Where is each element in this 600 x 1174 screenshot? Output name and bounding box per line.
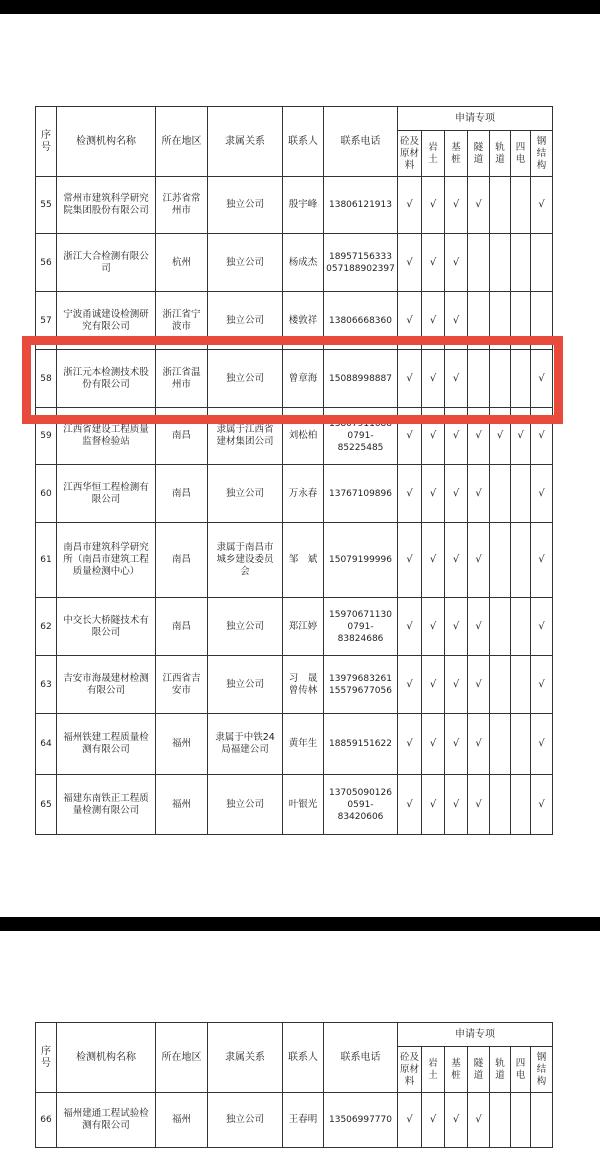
header-affiliation: 隶属关系 <box>208 1023 283 1093</box>
header-cat: 四 电 <box>511 131 531 177</box>
row-org: 福建东南铁正工程质 量检测有限公司 <box>57 775 156 835</box>
row-check-mark: √ <box>422 1093 445 1148</box>
row-phone: 18859151622 <box>324 714 398 775</box>
row-seq: 59 <box>36 408 57 465</box>
header-cat: 钢 结 构 <box>531 1047 553 1093</box>
row-org: 南昌市建筑科学研究 所（南昌市建筑工程 质量检测中心） <box>57 523 156 598</box>
row-region: 南昌 <box>156 598 208 656</box>
row-check-mark <box>511 234 531 292</box>
row-check-mark: √ <box>468 1093 490 1148</box>
header-org: 检测机构名称 <box>57 1023 156 1093</box>
row-check-mark: √ <box>445 775 468 835</box>
row-check-mark <box>511 177 531 234</box>
row-check-mark: √ <box>445 1093 468 1148</box>
row-org: 福州建通工程试验检 测有限公司 <box>57 1093 156 1148</box>
table-row <box>36 177 553 234</box>
row-check-mark: √ <box>445 177 468 234</box>
row-org: 中交长大桥隧技术有 限公司 <box>57 598 156 656</box>
header-apply: 申请专项 <box>398 107 553 131</box>
row-check-mark <box>490 234 511 292</box>
row-check-mark: √ <box>468 598 490 656</box>
row-check-mark <box>490 523 511 598</box>
row-check-mark <box>511 656 531 714</box>
header-cat: 岩 土 <box>422 131 445 177</box>
row-check-mark <box>511 775 531 835</box>
row-seq: 55 <box>36 177 57 234</box>
table-row <box>36 656 553 714</box>
institution-table-page-1 <box>35 106 553 835</box>
row-org: 宁波甬诚建设检测研 究有限公司 <box>57 292 156 350</box>
row-check-mark: √ <box>422 292 445 350</box>
row-check-mark <box>531 292 553 350</box>
row-check-mark <box>490 1093 511 1148</box>
row-check-mark: √ <box>422 408 445 465</box>
row-check-mark <box>490 465 511 523</box>
row-seq: 56 <box>36 234 57 292</box>
row-seq: 61 <box>36 523 57 598</box>
row-contact: 万永春 <box>283 465 324 523</box>
row-phone: 18957156333 057188902397 <box>324 234 398 292</box>
row-region: 福州 <box>156 775 208 835</box>
row-region: 浙江省宁 波市 <box>156 292 208 350</box>
row-check-mark: √ <box>398 714 422 775</box>
row-check-mark: √ <box>445 523 468 598</box>
row-check-mark: √ <box>490 408 511 465</box>
row-check-mark <box>511 350 531 408</box>
header-cat: 四 电 <box>511 1047 531 1093</box>
row-contact: 习 晟 曾传林 <box>283 656 324 714</box>
header-contact: 联系人 <box>283 1023 324 1093</box>
row-check-mark: √ <box>398 350 422 408</box>
row-check-mark <box>490 714 511 775</box>
row-org: 福州铁建工程质量检 测有限公司 <box>57 714 156 775</box>
row-contact: 杨成杰 <box>283 234 324 292</box>
header-cat: 隧 道 <box>468 1047 490 1093</box>
row-affiliation: 独立公司 <box>208 234 283 292</box>
row-check-mark <box>511 598 531 656</box>
table-body <box>36 177 553 835</box>
row-check-mark: √ <box>468 656 490 714</box>
table-row <box>36 465 553 523</box>
row-region: 福州 <box>156 714 208 775</box>
page-separator <box>0 917 600 931</box>
row-region: 浙江省温 州市 <box>156 350 208 408</box>
row-check-mark <box>531 1093 553 1148</box>
row-org: 常州市建筑科学研究 院集团股份有限公司 <box>57 177 156 234</box>
row-contact: 邹 斌 <box>283 523 324 598</box>
institution-table-page-2 <box>35 1022 553 1148</box>
row-check-mark: √ <box>511 408 531 465</box>
row-org: 江西华恒工程检测有 限公司 <box>57 465 156 523</box>
row-contact: 王春明 <box>283 1093 324 1148</box>
row-region: 江西省吉 安市 <box>156 656 208 714</box>
row-check-mark <box>490 177 511 234</box>
row-check-mark: √ <box>445 598 468 656</box>
row-affiliation: 隶属于南昌市 城乡建设委员 会 <box>208 523 283 598</box>
row-contact: 楼敦祥 <box>283 292 324 350</box>
row-check-mark: √ <box>398 177 422 234</box>
header-region: 所在地区 <box>156 107 208 177</box>
row-check-mark: √ <box>422 465 445 523</box>
row-check-mark <box>511 465 531 523</box>
row-affiliation: 独立公司 <box>208 177 283 234</box>
table-row <box>36 775 553 835</box>
header-contact: 联系人 <box>283 107 324 177</box>
row-seq: 65 <box>36 775 57 835</box>
row-region: 杭州 <box>156 234 208 292</box>
row-check-mark: √ <box>422 234 445 292</box>
row-affiliation: 隶属于中铁24 局福建公司 <box>208 714 283 775</box>
row-check-mark: √ <box>468 714 490 775</box>
row-check-mark: √ <box>398 598 422 656</box>
row-affiliation: 独立公司 <box>208 465 283 523</box>
row-check-mark: √ <box>445 350 468 408</box>
row-check-mark <box>490 292 511 350</box>
row-region: 福州 <box>156 1093 208 1148</box>
row-phone: 13767109896 <box>324 465 398 523</box>
row-seq: 64 <box>36 714 57 775</box>
row-check-mark: √ <box>445 408 468 465</box>
row-seq: 63 <box>36 656 57 714</box>
row-affiliation: 独立公司 <box>208 598 283 656</box>
header-cat: 隧 道 <box>468 131 490 177</box>
row-check-mark <box>468 350 490 408</box>
table-row <box>36 408 553 465</box>
table-row <box>36 350 553 408</box>
row-check-mark: √ <box>531 177 553 234</box>
row-affiliation: 隶属于江西省 建材集团公司 <box>208 408 283 465</box>
header-affiliation: 隶属关系 <box>208 107 283 177</box>
header-cat: 岩 土 <box>422 1047 445 1093</box>
row-region: 江苏省常 州市 <box>156 177 208 234</box>
header-cat: 基 桩 <box>445 1047 468 1093</box>
table-row <box>36 1093 553 1148</box>
row-check-mark: √ <box>531 465 553 523</box>
row-check-mark: √ <box>531 350 553 408</box>
row-check-mark: √ <box>531 775 553 835</box>
row-contact: 郑江婷 <box>283 598 324 656</box>
page-top-edge <box>0 0 600 14</box>
row-phone: 13806121913 <box>324 177 398 234</box>
row-affiliation: 独立公司 <box>208 775 283 835</box>
row-affiliation: 独立公司 <box>208 292 283 350</box>
row-check-mark: √ <box>445 714 468 775</box>
table-row <box>36 598 553 656</box>
table-body <box>36 1093 553 1148</box>
row-phone: 13807911688 0791-85225485 <box>324 408 398 465</box>
row-region: 南昌 <box>156 523 208 598</box>
row-check-mark: √ <box>422 350 445 408</box>
row-check-mark: √ <box>422 656 445 714</box>
row-affiliation: 独立公司 <box>208 1093 283 1148</box>
row-check-mark: √ <box>422 523 445 598</box>
row-check-mark: √ <box>422 177 445 234</box>
row-check-mark: √ <box>468 177 490 234</box>
row-check-mark: √ <box>468 775 490 835</box>
row-check-mark: √ <box>422 775 445 835</box>
header-cat: 轨 道 <box>490 1047 511 1093</box>
row-check-mark: √ <box>398 775 422 835</box>
row-seq: 66 <box>36 1093 57 1148</box>
row-check-mark <box>531 234 553 292</box>
row-region: 南昌 <box>156 408 208 465</box>
row-contact: 黄年生 <box>283 714 324 775</box>
row-check-mark: √ <box>468 523 490 598</box>
table-row <box>36 714 553 775</box>
row-org: 江西省建设工程质量 监督检验站 <box>57 408 156 465</box>
row-affiliation: 独立公司 <box>208 656 283 714</box>
row-phone: 15970671130 0791-83824686 <box>324 598 398 656</box>
row-check-mark: √ <box>531 523 553 598</box>
row-contact: 刘松柏 <box>283 408 324 465</box>
table-row <box>36 523 553 598</box>
row-check-mark <box>511 714 531 775</box>
header-apply: 申请专项 <box>398 1023 553 1047</box>
row-org: 浙江大合检测有限公 司 <box>57 234 156 292</box>
header-cat: 钢 结 构 <box>531 131 553 177</box>
row-contact: 殷宇峰 <box>283 177 324 234</box>
header-cat: 砼及 原材 料 <box>398 1047 422 1093</box>
header-seq: 序 号 <box>36 1023 57 1093</box>
row-check-mark <box>511 292 531 350</box>
row-contact: 曾章海 <box>283 350 324 408</box>
row-check-mark <box>490 656 511 714</box>
row-check-mark: √ <box>445 656 468 714</box>
row-check-mark: √ <box>398 465 422 523</box>
row-seq: 62 <box>36 598 57 656</box>
row-check-mark: √ <box>398 292 422 350</box>
row-phone: 13979683261 15579677056 <box>324 656 398 714</box>
header-phone: 联系电话 <box>324 107 398 177</box>
row-seq: 60 <box>36 465 57 523</box>
row-check-mark: √ <box>531 656 553 714</box>
row-check-mark <box>511 523 531 598</box>
row-check-mark: √ <box>422 598 445 656</box>
row-affiliation: 独立公司 <box>208 350 283 408</box>
row-check-mark <box>511 1093 531 1148</box>
row-check-mark: √ <box>445 465 468 523</box>
row-check-mark: √ <box>422 714 445 775</box>
row-check-mark: √ <box>531 598 553 656</box>
row-check-mark: √ <box>398 656 422 714</box>
row-check-mark: √ <box>445 292 468 350</box>
row-contact: 叶银光 <box>283 775 324 835</box>
row-phone: 13506997770 <box>324 1093 398 1148</box>
row-region: 南昌 <box>156 465 208 523</box>
row-check-mark: √ <box>445 234 468 292</box>
row-check-mark <box>490 598 511 656</box>
table-row <box>36 234 553 292</box>
header-region: 所在地区 <box>156 1023 208 1093</box>
row-check-mark: √ <box>398 408 422 465</box>
row-phone: 15088998887 <box>324 350 398 408</box>
row-org: 浙江元本检测技术股 份有限公司 <box>57 350 156 408</box>
row-check-mark: √ <box>398 523 422 598</box>
row-check-mark <box>490 350 511 408</box>
row-check-mark <box>468 292 490 350</box>
row-check-mark: √ <box>531 714 553 775</box>
row-seq: 58 <box>36 350 57 408</box>
table-row <box>36 292 553 350</box>
header-cat: 基 桩 <box>445 131 468 177</box>
row-check-mark: √ <box>468 408 490 465</box>
header-cat: 砼及 原材 料 <box>398 131 422 177</box>
row-seq: 57 <box>36 292 57 350</box>
row-phone: 13806668360 <box>324 292 398 350</box>
row-check-mark <box>468 234 490 292</box>
row-org: 吉安市海晟建材检测 有限公司 <box>57 656 156 714</box>
header-seq: 序 号 <box>36 107 57 177</box>
row-phone: 13705090126 0591-83420606 <box>324 775 398 835</box>
row-check-mark <box>490 775 511 835</box>
row-phone: 15079199996 <box>324 523 398 598</box>
row-check-mark: √ <box>468 465 490 523</box>
header-phone: 联系电话 <box>324 1023 398 1093</box>
row-check-mark: √ <box>531 408 553 465</box>
row-check-mark: √ <box>398 1093 422 1148</box>
header-org: 检测机构名称 <box>57 107 156 177</box>
header-cat: 轨 道 <box>490 131 511 177</box>
row-check-mark: √ <box>398 234 422 292</box>
